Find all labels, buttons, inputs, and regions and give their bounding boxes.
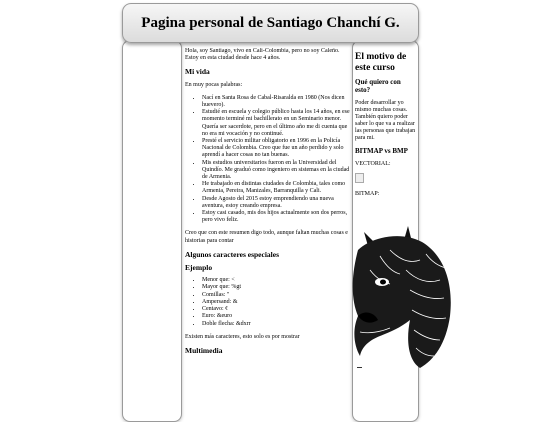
page-header (122, 3, 419, 43)
list-item: • Menor que: < (202, 277, 351, 284)
mi-vida-heading: Mi vida (185, 67, 210, 77)
life-list (185, 95, 351, 225)
sidebar (355, 52, 417, 203)
list-item: • Euro: &euro (202, 313, 351, 320)
sidebar-title: El motivo de este curso (355, 52, 407, 73)
list-item: • Ampersand: & (202, 299, 351, 306)
list-item: • Centavo: ¢ (202, 306, 351, 313)
list-item: • Mayor que: %gt (202, 284, 351, 291)
en-pocas-text: En muy pocas palabras: (185, 81, 243, 88)
bitmap-vs-heading: BITMAP vs BMP (355, 147, 408, 155)
multimedia-heading: Multimedia (185, 345, 223, 355)
list-item: • Comillas: " (202, 292, 351, 299)
list-item: • Presté el servicio militar obligatorio en 1996 en la Policía Nacional de Colombia. Creo que fue un año perdido y solo aprendí a hacer cosas no tan buenas. (202, 138, 351, 160)
ejemplo-heading: Ejemplo (185, 263, 213, 273)
divider (357, 367, 362, 368)
sidebar-description: Poder desarrollar yo mismo muchas cosas. También quiero poder saber lo que va a realizar las personas que trabajan para mi. (355, 100, 416, 141)
left-panel (122, 40, 182, 422)
intro-text: Hola, soy Santiago, vivo en Cali-Colombia, pero no soy Caleño. Estoy en esta ciudad desde hace 4 años. (185, 48, 340, 62)
bitmap-label: BITMAP: (355, 191, 380, 197)
wolf-image (350, 220, 460, 380)
vectorial-label: VECTORIAL: (355, 161, 391, 167)
existen-text: Existen más caracteres, esto solo es por mostrar (185, 333, 300, 340)
char-list (185, 277, 351, 327)
list-item: • He trabajado en distintas ciudades de Colombia, tales como Armenia, Pereira, Manizales, Barranquilla y Cali. (202, 181, 351, 195)
list-item: • Estoy casi casado, mis dos hijos actualmente son dos perros, pero vivo feliz. (202, 210, 351, 224)
list-item: • Estudié en escuela y colegio público hasta los 14 años, en ese momento terminé mi bachillerato en un Seminario menor. Quería ser sacerdote, pero en el último año me di cuenta que no era mi vocación y no continué. (202, 109, 351, 138)
page-title: Pagina personal de Santiago Chanchí G. (141, 14, 400, 31)
list-item: • Mis estudios universitarios fueron en la Universidad del Quindío. Me graduó como ingeniero en sistemas en la ciudad de Armenia. (202, 160, 351, 182)
que-quiero-heading: Qué quiero con esto? (355, 78, 401, 94)
list-item: • Desde Agosto del 2015 estoy emprendiendo una nueva aventura, estoy creando empresa. (202, 196, 351, 210)
caracteres-heading: Algunos caracteres especiales (185, 249, 280, 259)
broken-image-icon (355, 173, 364, 183)
list-item: • Nací en Santa Rosa de Cabal-Risaralda en 1980 (Nos dicen huevero). (202, 95, 351, 109)
main-content (185, 48, 351, 405)
resumen-text: Creo que con este resumen digo todo, aunque faltan muchas cosas e historias para contar (185, 230, 348, 244)
list-item: • Doble flecha: &dxrr (202, 321, 351, 328)
